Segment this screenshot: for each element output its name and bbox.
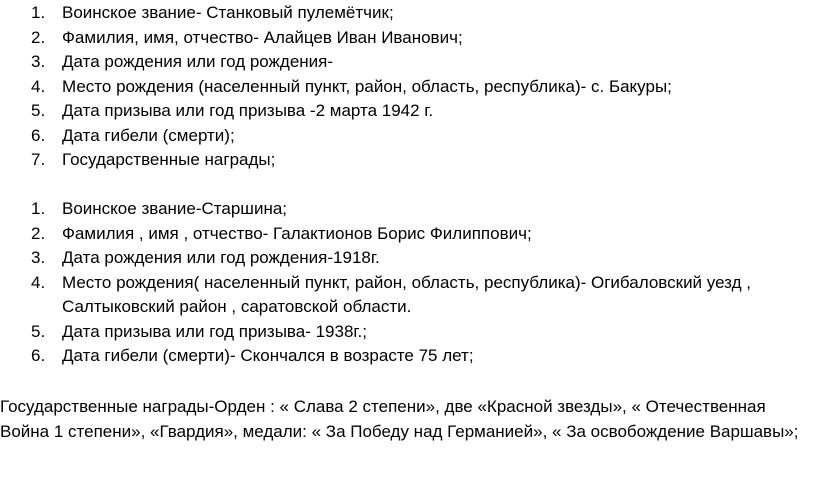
list-number: 5.	[31, 101, 46, 120]
list-item	[0, 1, 816, 26]
list-number: 1.	[31, 3, 46, 22]
list-item-text: Воинское звание- Станковый пулемётчик;	[62, 3, 394, 22]
list-item-text: Дата рождения или год рождения-1918г.	[62, 248, 380, 267]
list-item-text: Дата гибели (смерти);	[62, 125, 235, 145]
list-number: 7.	[31, 150, 46, 169]
list-item-text: Дата призыва или год призыва -2 марта 1942 г.	[62, 101, 434, 120]
list-item	[0, 75, 816, 100]
list-item	[0, 148, 816, 173]
list-number: 3.	[31, 52, 46, 71]
list-item-text: Дата призыва или год призыва- 1938г.;	[62, 321, 367, 341]
list-item-text: Место рождения (населенный пункт, район, область, республика)- с. Бакуры;	[62, 76, 672, 96]
list-item	[0, 26, 816, 51]
list-item	[0, 99, 816, 124]
list-item	[0, 197, 816, 222]
soldier-2-list	[0, 197, 816, 369]
list-number: 1.	[31, 199, 46, 218]
list-item-text: Фамилия , имя , отчество- Галактионов Борис Филиппович;	[62, 223, 532, 243]
list-number: 4.	[31, 76, 46, 96]
list-number: 5.	[31, 321, 46, 341]
list-item-text: Фамилия, имя, отчество- Алайцев Иван Иванович;	[62, 27, 463, 47]
soldier-1-list	[0, 1, 816, 173]
list-item	[0, 222, 816, 247]
list-number: 6.	[31, 346, 46, 365]
list-number: 2.	[31, 223, 46, 243]
list-item	[0, 50, 816, 75]
awards-paragraph: Государственные награды-Орден : « Слава 2 степени», две «Красной звезды», « Отечественная Война 1 степени», «Гвардия», медали: « За Победу над Германией», « За освобождение Варшавы»;	[0, 397, 799, 441]
list-item-text: Дата рождения или год рождения-	[62, 52, 334, 71]
list-number: 3.	[31, 248, 46, 267]
list-item	[0, 320, 816, 345]
list-number: 6.	[31, 125, 46, 145]
list-item	[0, 246, 816, 271]
list-item-text: Воинское звание-Старшина;	[62, 199, 288, 218]
list-number: 2.	[31, 27, 46, 47]
list-item-text: Дата гибели (смерти)- Скончался в возрасте 75 лет;	[62, 346, 474, 365]
list-item-text: Место рождения( населенный пункт, район, область, республика)- Огибаловский уезд , Салтыковский район , саратовской области.	[62, 272, 751, 316]
list-item	[0, 124, 816, 149]
list-item	[0, 344, 816, 369]
list-item	[0, 271, 802, 320]
list-item-text: Государственные награды;	[62, 150, 276, 169]
list-number: 4.	[31, 272, 46, 292]
